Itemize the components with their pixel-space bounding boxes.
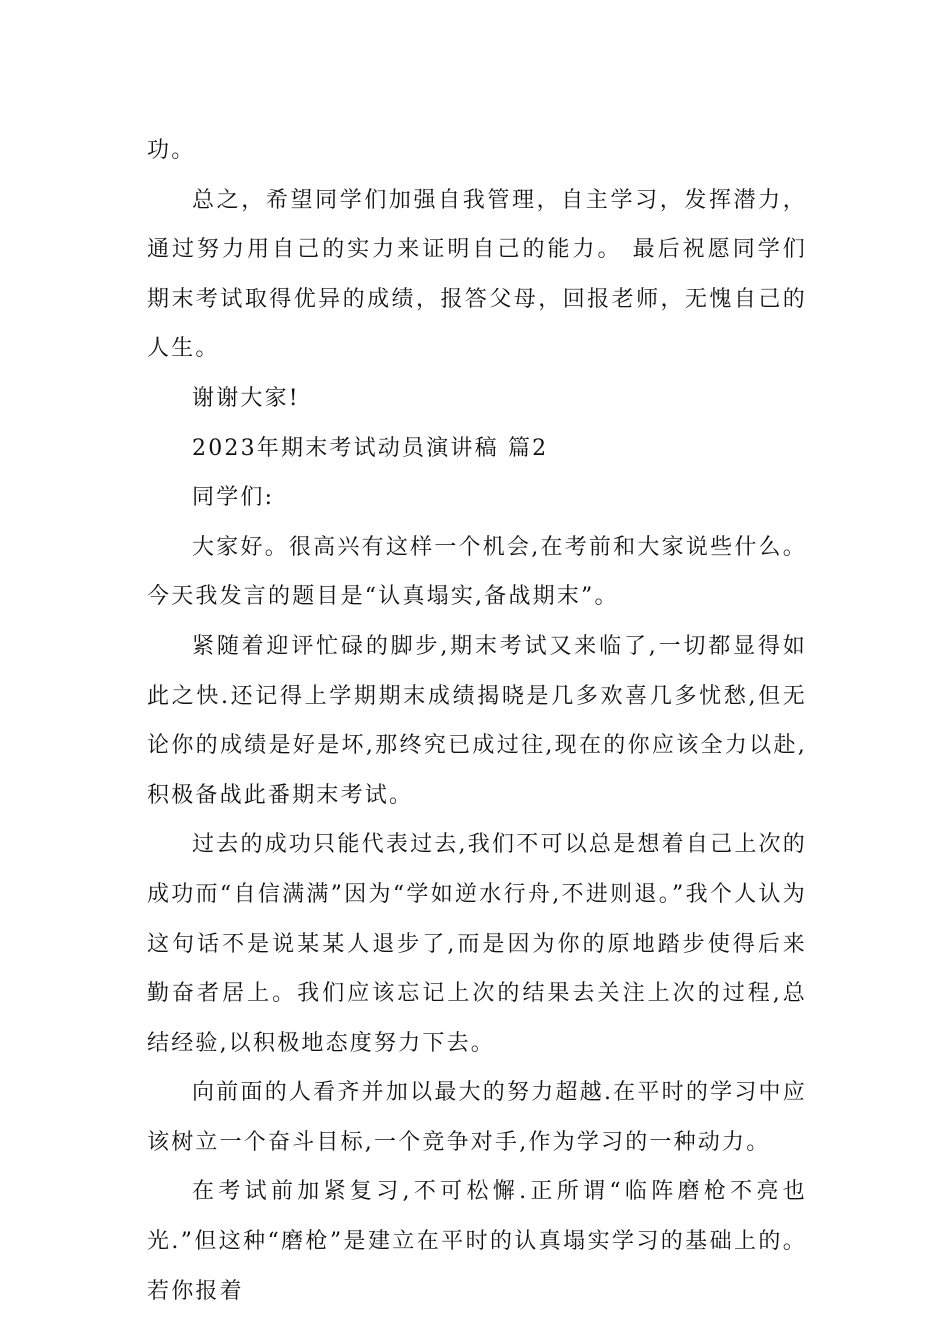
paragraph-greeting: 同学们:: [192, 485, 275, 511]
paragraph-past-success: 过去的成功只能代表过去,我们不可以总是想着自己上次的成功而“自信满满”因为“学如逆水行舟,不进则退。”我个人认为这句话不是说某某人退步了,而是因为你的原地踏步使得后来勤奋者居上。我们应该忘记上次的结果去关注上次的过程,总结经验,以积极地态度努力下去。: [147, 832, 807, 1056]
paragraph-review: 在考试前加紧复习,不可松懈.正所谓“临阵磨枪不亮也光.”但这种“磨枪”是建立在平时的认真塌实学习的基础上的。若你报着: [147, 1179, 807, 1304]
paragraph-set-goals: 向前面的人看齐并加以最大的努力超越.在平时的学习中应该树立一个奋斗目标,一个竞争对手,作为学习的一种动力。: [147, 1080, 807, 1155]
paragraph-exam-coming: 紧随着迎评忙碌的脚步,期末考试又来临了,一切都显得如此之快.还记得上学期期末成绩揭晓是几多欢喜几多忧愁,但无论你的成绩是好是坏,那终究已成过往,现在的你应该全力以赴,积极备战此番期末考试。: [147, 633, 807, 808]
paragraph-continuation: 功。: [147, 138, 196, 163]
paragraph-conclusion: 总之，希望同学们加强自我管理，自主学习，发挥潜力，通过努力用自己的实力来证明自己的能力。 最后祝愿同学们期末考试取得优异的成绩，报答父母，回报老师，无愧自己的人生。: [147, 187, 807, 362]
speech-title: 2023年期末考试动员演讲稿 篇2: [192, 435, 549, 461]
paragraph-intro: 大家好。很高兴有这样一个机会,在考前和大家说些什么。今天我发言的题目是“认真塌实,备战期末”。: [147, 534, 807, 610]
paragraph-thanks: 谢谢大家!: [192, 385, 300, 411]
document-body: [147, 126, 807, 1316]
